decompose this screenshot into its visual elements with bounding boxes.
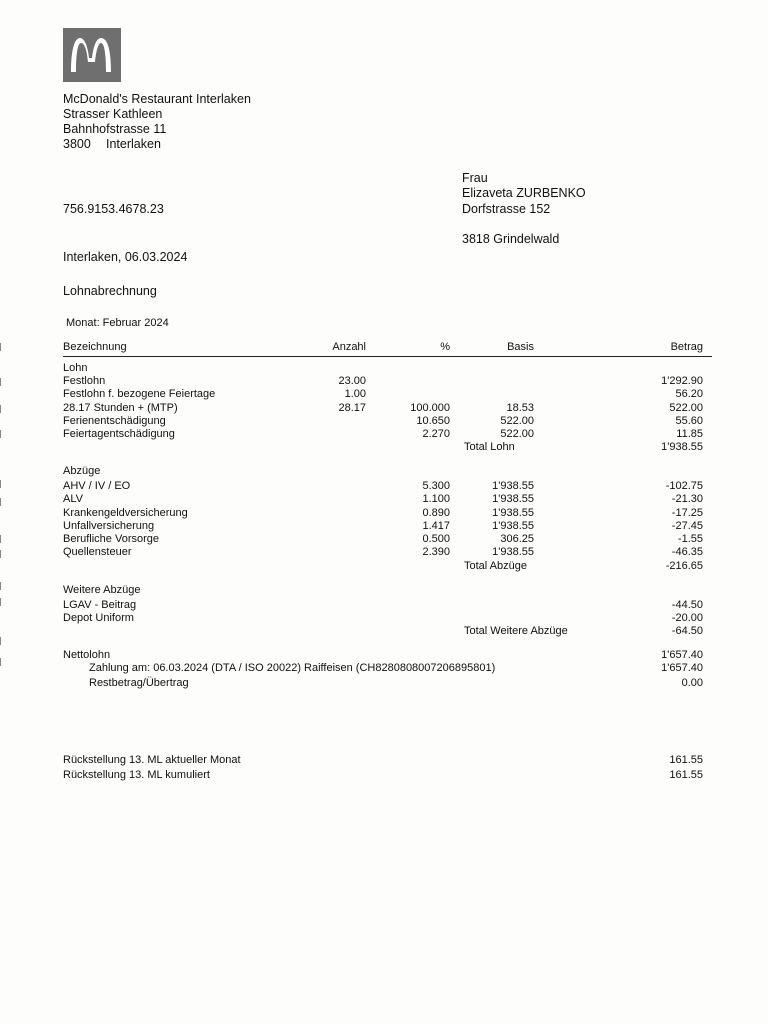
row-percent: 5.300 (422, 480, 450, 492)
row-basis: 522.00 (500, 414, 534, 427)
golden-arches-logo (63, 28, 121, 82)
nettolohn-label: Nettolohn (63, 649, 111, 661)
total-abzuege-row (0, 560, 768, 573)
row-label: Krankengeldversicherung (63, 506, 188, 519)
total-lohn-row (0, 441, 768, 454)
row-betrag: -44.50 (671, 599, 703, 611)
row-label: Unfallversicherung (63, 519, 155, 532)
row-label: Ferienentschädigung (63, 414, 166, 427)
rueckstellung-label: Rückstellung 13. ML aktueller Monat (63, 754, 241, 766)
row-percent: 1.417 (422, 519, 450, 532)
lohn-heading: Lohn (63, 362, 88, 374)
row-betrag: -27.45 (671, 519, 703, 532)
recipient-salutation: Frau (462, 171, 488, 185)
row-percent: 2.270 (422, 428, 450, 440)
section-heading (0, 584, 768, 597)
document-title: Lohnabrechnung (63, 284, 157, 298)
scan-margin-mark (0, 582, 1, 590)
scan-margin-mark (0, 430, 1, 438)
employer-name: McDonald's Restaurant Interlaken (63, 92, 251, 106)
employer-contact: Strasser Kathleen (63, 107, 163, 121)
col-anzahl: Anzahl (332, 341, 366, 353)
col-percent: % (440, 341, 450, 353)
zahlung-label: Zahlung am: 06.03.2024 (DTA / ISO 20022) Raiffeisen (CH8280808007206895801) (89, 662, 496, 674)
row-anzahl: 28.17 (338, 401, 366, 414)
table-row (0, 520, 768, 533)
employer-city: Interlaken (106, 137, 161, 151)
scan-margin-mark (0, 405, 1, 413)
row-betrag: -21.30 (671, 493, 703, 506)
col-basis: Basis (507, 341, 534, 353)
table-row (0, 599, 768, 612)
table-row (0, 402, 768, 415)
row-percent: 10.650 (416, 414, 450, 427)
row-basis: 1'938.55 (492, 480, 534, 492)
row-label: Festlohn (63, 375, 106, 387)
row-betrag: -20.00 (671, 612, 703, 625)
total-abzuege-label: Total Abzüge (464, 560, 527, 572)
row-label: Feiertagentschädigung (63, 428, 175, 440)
row-basis: 306.25 (500, 533, 534, 545)
scan-margin-mark (0, 378, 1, 386)
recipient-name: Elizaveta ZURBENKO (462, 186, 586, 200)
total-abzuege-value: -216.65 (665, 560, 703, 572)
weitere-heading: Weitere Abzüge (63, 584, 141, 596)
row-betrag: 522.00 (669, 401, 703, 414)
ahv-number: 756.9153.4678.23 (63, 202, 164, 216)
header-divider (63, 356, 712, 357)
table-row (0, 415, 768, 428)
row-label: LGAV - Beitrag (63, 599, 137, 611)
rueckstellung-label: Rückstellung 13. ML kumuliert (63, 769, 210, 781)
total-lohn-label: Total Lohn (464, 441, 515, 453)
section-heading (0, 465, 768, 478)
row-percent: 2.390 (422, 546, 450, 559)
abzuege-heading: Abzüge (63, 465, 101, 477)
recipient-street: Dorfstrasse 152 (462, 202, 551, 216)
nettolohn-row (0, 649, 768, 662)
total-weitere-value: -64.50 (671, 625, 703, 637)
row-anzahl: 23.00 (338, 375, 366, 387)
row-basis: 1'938.55 (492, 546, 534, 559)
row-label: Festlohn f. bezogene Feiertage (63, 388, 216, 401)
scan-margin-mark (0, 343, 1, 351)
scan-margin-mark (0, 480, 1, 488)
scan-margin-mark (0, 658, 1, 666)
table-row (0, 533, 768, 546)
scan-margin-mark (0, 598, 1, 606)
table-row (0, 612, 768, 625)
section-heading (0, 362, 768, 375)
row-betrag: 1'292.90 (661, 375, 703, 387)
zahlung-value: 1'657.40 (661, 662, 703, 674)
row-label: Depot Uniform (63, 612, 134, 625)
employer-zip: 3800 (63, 137, 91, 151)
scan-margin-mark (0, 498, 1, 506)
total-lohn-value: 1'938.55 (661, 441, 703, 453)
table-row (0, 428, 768, 441)
scan-margin-mark (0, 550, 1, 558)
row-betrag: 55.60 (675, 414, 703, 427)
row-basis: 1'938.55 (492, 506, 534, 519)
nettolohn-value: 1'657.40 (661, 649, 703, 661)
table-row (0, 375, 768, 388)
table-row (0, 546, 768, 559)
row-label: AHV / IV / EO (63, 480, 131, 492)
row-percent: 100.000 (410, 401, 450, 414)
rueckstellung-row (0, 769, 768, 782)
scan-margin-mark (0, 535, 1, 543)
employer-street: Bahnhofstrasse 11 (63, 122, 167, 136)
row-betrag: -46.35 (671, 546, 703, 559)
row-betrag: -17.25 (671, 506, 703, 519)
month-label: Monat: Februar 2024 (66, 317, 169, 329)
total-weitere-row (0, 625, 768, 638)
restbetrag-label: Restbetrag/Übertrag (89, 677, 189, 689)
row-anzahl: 1.00 (344, 388, 366, 401)
total-weitere-label: Total Weitere Abzüge (464, 625, 568, 637)
row-basis: 522.00 (500, 428, 534, 440)
row-percent: 0.890 (422, 506, 450, 519)
rueckstellung-value: 161.55 (669, 754, 703, 766)
row-basis: 1'938.55 (492, 519, 534, 532)
col-bezeichnung: Bezeichnung (63, 341, 127, 353)
table-header (0, 341, 768, 354)
row-percent: 1.100 (422, 493, 450, 506)
row-percent: 0.500 (422, 533, 450, 545)
col-betrag: Betrag (670, 341, 703, 353)
restbetrag-row (0, 677, 768, 690)
rueckstellung-value: 161.55 (669, 769, 703, 781)
row-betrag: -102.75 (665, 480, 703, 492)
row-betrag: 11.85 (676, 428, 703, 440)
table-row (0, 507, 768, 520)
restbetrag-value: 0.00 (681, 677, 703, 689)
zahlung-row (0, 662, 768, 675)
row-label: 28.17 Stunden + (MTP) (63, 401, 178, 414)
row-basis: 1'938.55 (492, 493, 534, 506)
row-betrag: 56.20 (675, 388, 703, 401)
table-row (0, 388, 768, 401)
row-basis: 18.53 (506, 401, 534, 414)
table-row (0, 493, 768, 506)
row-label: Berufliche Vorsorge (63, 533, 159, 545)
table-row (0, 480, 768, 493)
recipient-city: 3818 Grindelwald (462, 232, 560, 246)
scan-margin-mark (0, 637, 1, 645)
row-label: Quellensteuer (63, 546, 132, 559)
rueckstellung-row (0, 754, 768, 767)
row-betrag: -1.55 (677, 533, 703, 545)
row-label: ALV (63, 493, 83, 506)
place-date: Interlaken, 06.03.2024 (63, 250, 188, 264)
golden-arches-icon (63, 28, 121, 82)
